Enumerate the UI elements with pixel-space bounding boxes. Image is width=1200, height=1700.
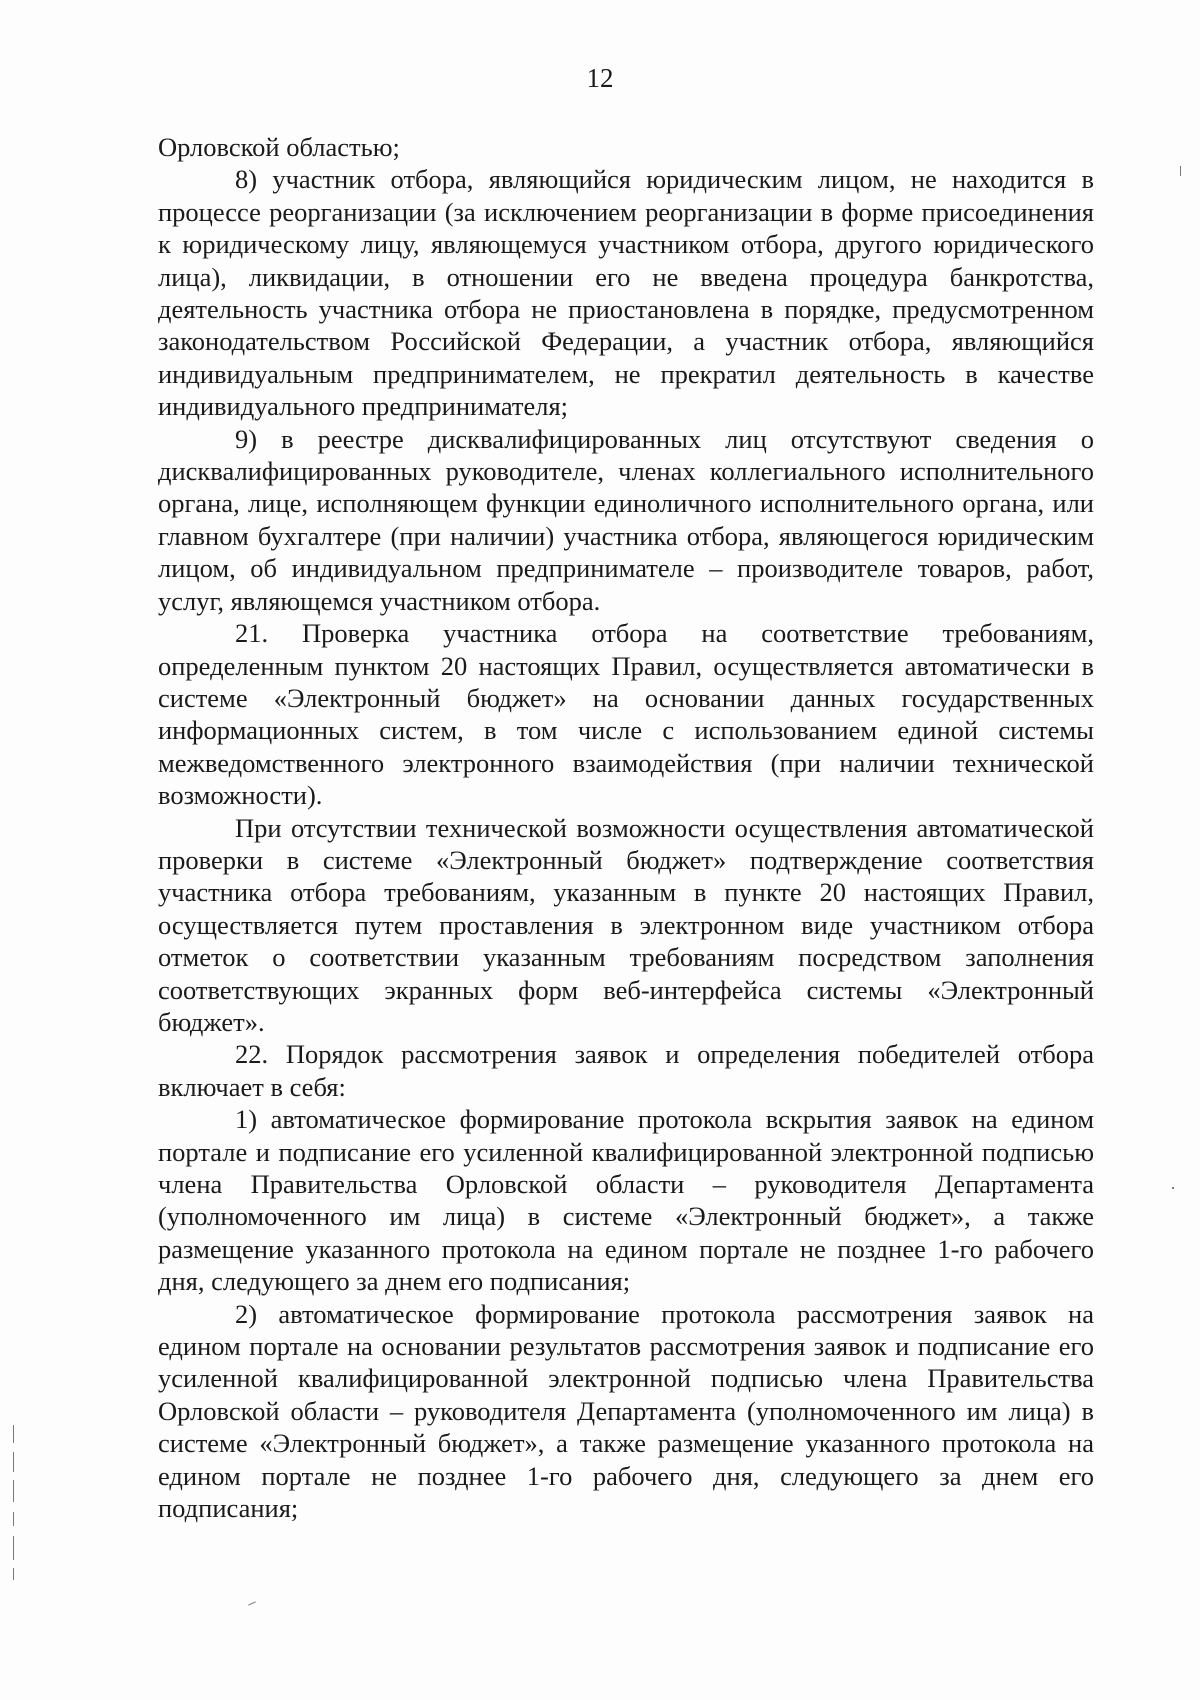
paragraph-section-21: 21. Проверка участника отбора на соответствие требованиям, определенным пунктом 20 настоящих Правил, осуществляется автоматически в системе «Электронный бюджет» на основании данных государственных информационных систем, в том числе с использованием единой системы межведомственного электронного взаимодействия (при наличии технической возможности). [158,618,1094,811]
paragraph-section-22-item-2: 2) автоматическое формирование протокола рассмотрения заявок на едином портале на основании результатов рассмотрения заявок и подписание его усиленной квалифицированной электронной подписью члена Правительства Орловской области – руководителя Департамента (уполномоченного им лица) в системе «Электронный бюджет», а также размещение указанного протокола на едином портале не позднее 1-го рабочего дня, следующего за днем его подписания; [158,1298,1094,1524]
paragraph-section-21-manual-check: При отсутствии технической возможности осуществления автоматической проверки в системе «Электронный бюджет» подтверждение соответствия участника отбора требованиям, указанным в пункте 20 настоящих Правил, осуществляется путем проставления в электронном виде участником отбора отметок о соответствии указанным требованиям посредством заполнения соответствующих экранных форм веб-интерфейса системы «Электронный бюджет». [158,812,1094,1037]
document-body [158,131,1094,1524]
scan-artifact [13,1480,14,1502]
scan-artifact [1172,1187,1174,1189]
paragraph-continuation: Орловской областью; [158,132,400,162]
paragraph-section-22-item-1: 1) автоматическое формирование протокола вскрытия заявок на едином портале и подписание его усиленной квалифицированной электронной подписью члена Правительства Орловской области – руководителя Департамента (уполномоченного им лица) в системе «Электронный бюджет», а также размещение указанного протокола на едином портале не позднее 1-го рабочего дня, следующего за днем его подписания; [158,1104,1094,1297]
scan-artifact [13,1568,14,1580]
paragraph-item-8: 8) участник отбора, являющийся юридическим лицом, не находится в процессе реорганизации (за исключением реорганизации в форме присоединения к юридическому лицу, являющемуся участником отбора, другого юридического лица), ликвидации, в отношении его не введена процедура банкротства, деятельность участника отбора не приостановлена в порядке, предусмотренном законодательством Российской Федерации, а участник отбора, являющийся индивидуальным предпринимателем, не прекратил деятельность в качестве индивидуального предпринимателя; [158,164,1094,422]
scan-artifact [248,1601,256,1605]
scan-artifact [13,1512,14,1526]
scan-artifact [13,1452,14,1472]
paragraph-section-22: 22. Порядок рассмотрения заявок и определения победителей отбора включает в себя: [158,1039,1094,1102]
scan-artifact [13,1536,14,1560]
page-number: 12 [586,63,614,93]
paragraph-item-9: 9) в реестре дисквалифицированных лиц отсутствуют сведения о дисквалифицированных руководителе, членах коллегиального исполнительного органа, лице, исполняющем функции единоличного исполнительного органа, или главном бухгалтере (при наличии) участника отбора, являющегося юридическим лицом, об индивидуальном предпринимателе – производителе товаров, работ, услуг, являющемся участником отбора. [158,423,1094,616]
scan-artifact [13,1425,14,1443]
scan-artifact [1180,166,1181,176]
